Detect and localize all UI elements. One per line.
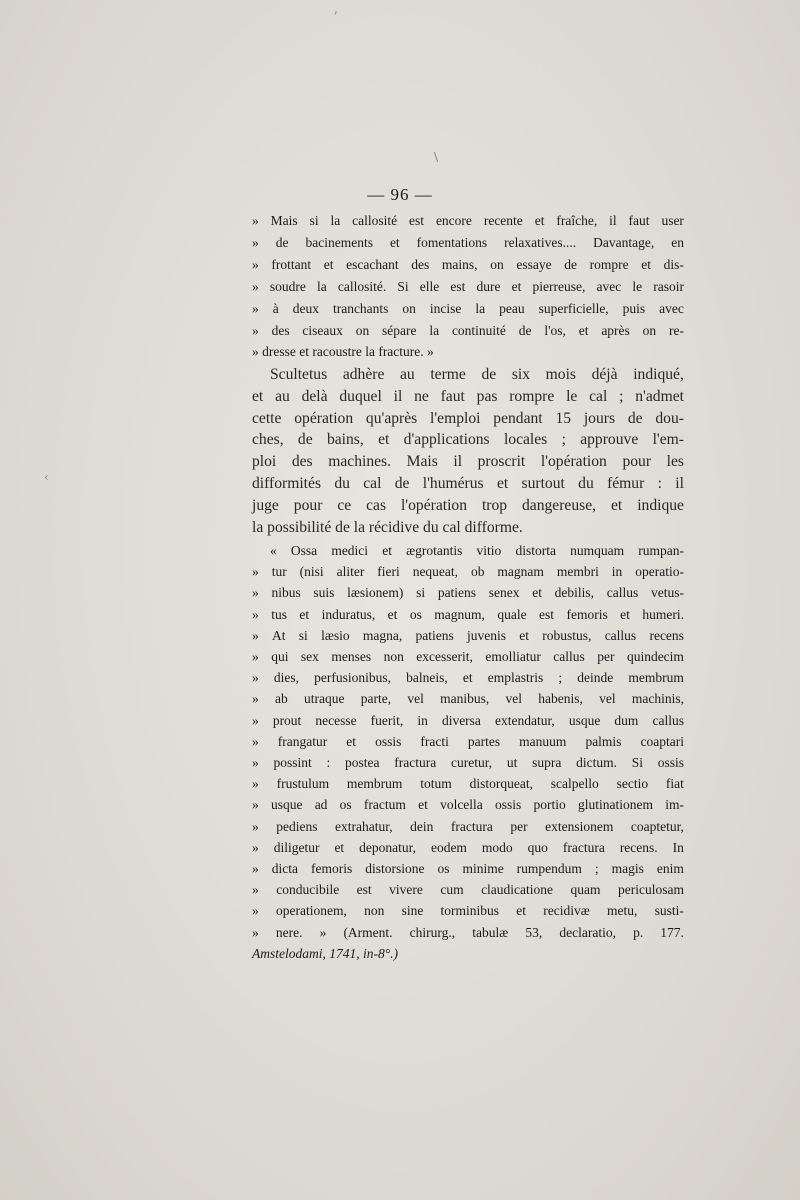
paper-speck: ‹ — [44, 470, 49, 484]
quote-line: » diligetur et deponatur, eodem modo quo fractura recens. In — [252, 839, 684, 855]
quote-line: » operationem, non sine torminibus et recidivæ metu, susti- — [252, 903, 684, 919]
quote-line: » dies, perfusionibus, balneis, et emplastris ; deinde membrum — [252, 670, 684, 686]
quote-line: » Mais si la callosité est encore recente et fraîche, il faut user — [252, 213, 684, 228]
paragraph-line: juge pour ce cas l'opération trop dangereuse, et indique — [252, 496, 684, 514]
citation-line: Amstelodami, 1741, in-8°.) — [252, 945, 399, 961]
body-paragraph — [252, 364, 684, 538]
quote-line: » frustulum membrum totum distorqueat, scalpello sectio fiat — [252, 776, 684, 792]
quote-line: » pediens extrahatur, dein fractura per extensionem coaptetur, — [252, 818, 684, 834]
quote-line: » soudre la callosité. Si elle est dure et pierreuse, avec le rasoir — [252, 278, 684, 294]
quote-line: » tus et induratus, et os magnum, quale est femoris et humeri. — [252, 606, 684, 622]
french-quotation — [252, 210, 684, 363]
paragraph-line: et au delà duquel il ne faut pas rompre le cal ; n'admet — [252, 387, 684, 405]
quote-line: » frottant et escachant des mains, on essaye de rompre et dis- — [252, 256, 684, 272]
quote-line: » possint : postea fractura curetur, ut supra dictum. Si ossis — [252, 755, 684, 771]
quote-line: » tur (nisi aliter fieri nequeat, ob magnam membri in operatio- — [252, 564, 684, 580]
quote-line: » usque ad os fractum et volcella ossis portio glutinationem im- — [252, 797, 684, 813]
paper-speck: \ — [434, 150, 439, 164]
quote-line: » de bacinements et fomentations relaxatives.... Davantage, en — [252, 234, 684, 250]
paragraph-line: ploi des machines. Mais il proscrit l'opération pour les — [252, 453, 684, 471]
quote-line: » ab utraque parte, vel manibus, vel habenis, vel machinis, — [252, 691, 684, 707]
paragraph-line: Scultetus adhère au terme de six mois déjà indiqué, — [270, 366, 684, 383]
quote-line: » nere. » (Arment. chirurg., tabulæ 53, declaratio, p. 177. — [252, 924, 684, 940]
quote-line: » des ciseaux on sépare la continuité de l'os, et après on re- — [252, 322, 684, 338]
quote-line: » prout necesse fuerit, in diversa extendatur, usque dum callus — [252, 712, 684, 728]
paragraph-line: cette opération qu'après l'emploi pendant 15 jours de dou- — [252, 409, 684, 427]
quote-line: » dresse et racoustre la fracture. » — [252, 344, 434, 360]
quote-line: » dicta femoris distorsione os minime rumpendum ; magis enim — [252, 861, 684, 877]
quote-line: » qui sex menses non excesserit, emolliatur callus per quindecim — [252, 649, 684, 665]
quote-line: « Ossa medici et ægrotantis vitio distorta numquam rumpan- — [270, 543, 684, 558]
quote-line: » frangatur et ossis fracti partes manuum palmis coaptari — [252, 733, 684, 749]
page-number: — 96 — — [367, 185, 433, 204]
paragraph-line: ches, de bains, et d'applications locales ; approuve l'em- — [252, 431, 684, 449]
quote-line: » At si læsio magna, patiens juvenis et robustus, callus recens — [252, 627, 684, 643]
quote-line: » nibus suis læsionem) si patiens senex et debilis, callus vetus- — [252, 585, 684, 601]
paragraph-line: difformités du cal de l'humérus et surtout du fémur : il — [252, 474, 684, 492]
paragraph-line: la possibilité de la récidive du cal difforme. — [252, 518, 523, 536]
quote-line: » conducibile est vivere cum claudicatione quam periculosam — [252, 882, 684, 898]
paper-speck: , — [334, 2, 338, 16]
quote-line: » à deux tranchants on incise la peau superficielle, puis avec — [252, 300, 684, 316]
latin-quotation — [252, 540, 684, 964]
